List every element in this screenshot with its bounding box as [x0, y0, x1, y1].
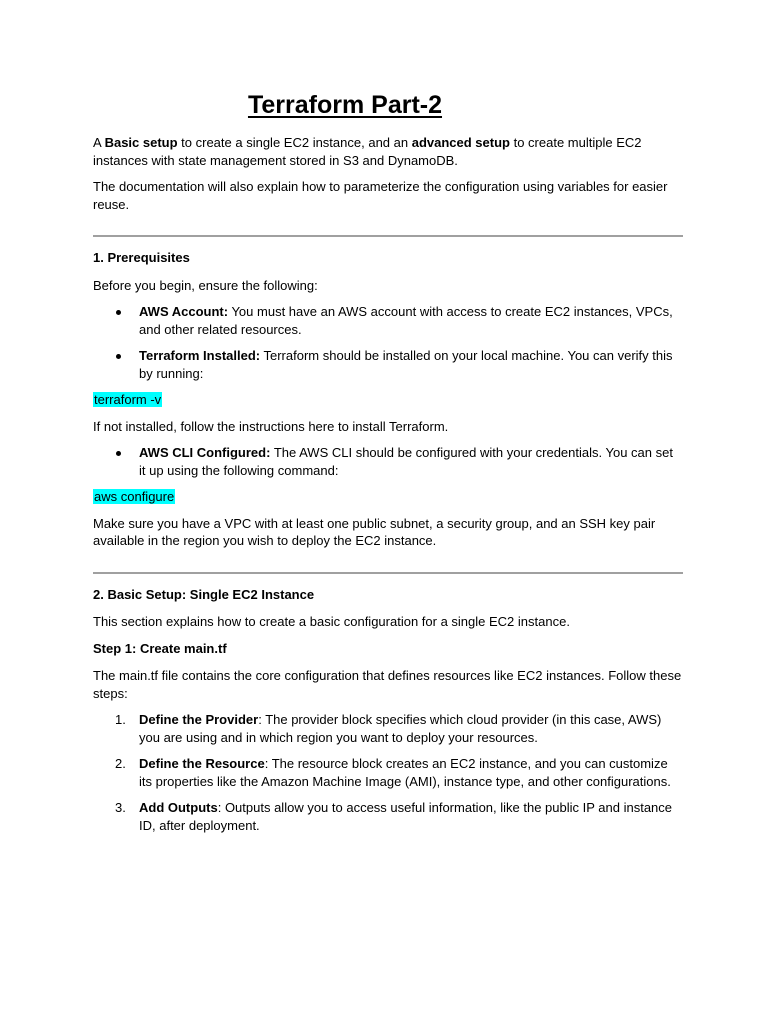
list-item-text: The AWS CLI should be configured with your credentials. You can set it up using the following command:	[139, 445, 673, 478]
bullet-icon	[116, 310, 121, 315]
basic-setup-heading: 2. Basic Setup: Single EC2 Instance	[93, 586, 315, 602]
step-label: Define the Provider	[139, 712, 259, 727]
intro-bold-advanced-setup: advanced setup	[411, 135, 510, 150]
step-number: 2.	[115, 756, 126, 771]
step-1-lead: The main.tf file contains the core configuration that defines resources like EC2 instances. Follow these steps:	[93, 668, 682, 701]
list-item	[139, 444, 683, 479]
intro-bold-basic-setup: Basic setup	[104, 135, 178, 150]
list-item	[115, 799, 683, 834]
list-item	[115, 755, 683, 790]
step-text: : The resource block creates an EC2 instance, and you can customize its properties like the Amazon Machine Image (AMI), instance type, and other configurations.	[139, 756, 671, 789]
step-text: : Outputs allow you to access useful information, like the public IP and instance ID, after deployment.	[139, 800, 673, 833]
list-item-label: AWS CLI Configured:	[139, 445, 271, 460]
prerequisites-list-2	[93, 444, 683, 479]
list-item-label: Terraform Installed:	[139, 348, 261, 363]
prerequisites-lead: Before you begin, ensure the following:	[93, 277, 318, 293]
list-item-text: You must have an AWS account with access to create EC2 instances, VPCs, and other related resources.	[139, 304, 673, 337]
vpc-note: Make sure you have a VPC with at least one public subnet, a security group, and an SSH key pair available in the region you wish to deploy the EC2 instance.	[93, 515, 656, 548]
bullet-icon	[116, 451, 121, 456]
document-body	[93, 88, 683, 843]
step-1-heading: Step 1: Create main.tf	[93, 640, 227, 656]
basic-setup-lead: This section explains how to create a basic configuration for a single EC2 instance.	[93, 614, 570, 629]
bullet-icon	[116, 354, 121, 359]
highlighted-command: terraform -v	[94, 392, 162, 407]
page-title: Terraform Part-2	[247, 91, 443, 119]
prerequisites-heading: 1. Prerequisites	[93, 250, 190, 265]
intro-paragraph-2: The documentation will also explain how to parameterize the configuration using variables for easier reuse.	[93, 179, 668, 212]
steps-list	[93, 711, 683, 834]
intro-text: to create a single EC2 instance, and an	[177, 135, 412, 150]
prerequisites-list	[93, 303, 683, 382]
highlighted-command: aws configure	[94, 489, 175, 504]
intro-text: A	[93, 135, 105, 150]
intro-paragraph-1	[93, 134, 683, 169]
command-line-1	[93, 391, 683, 409]
section-divider	[93, 572, 683, 574]
list-item	[139, 347, 683, 382]
install-note: If not installed, follow the instructions here to install Terraform.	[93, 418, 449, 434]
list-item-label: AWS Account:	[139, 304, 229, 319]
command-line-2	[93, 488, 683, 506]
list-item	[115, 711, 683, 746]
step-label: Add Outputs	[139, 800, 218, 815]
list-item	[139, 303, 683, 338]
intro-text: to create multiple EC2 instances with state management stored in S3 and DynamoDB.	[93, 135, 642, 168]
section-divider	[93, 235, 683, 237]
step-label: Define the Resource	[139, 756, 265, 771]
list-item-text: Terraform should be installed on your local machine. You can verify this by running:	[139, 348, 673, 381]
step-text: : The provider block specifies which cloud provider (in this case, AWS) you are using and in which region you want to deploy your resources.	[139, 712, 662, 745]
step-number: 3.	[115, 800, 126, 815]
step-number: 1.	[115, 712, 126, 727]
